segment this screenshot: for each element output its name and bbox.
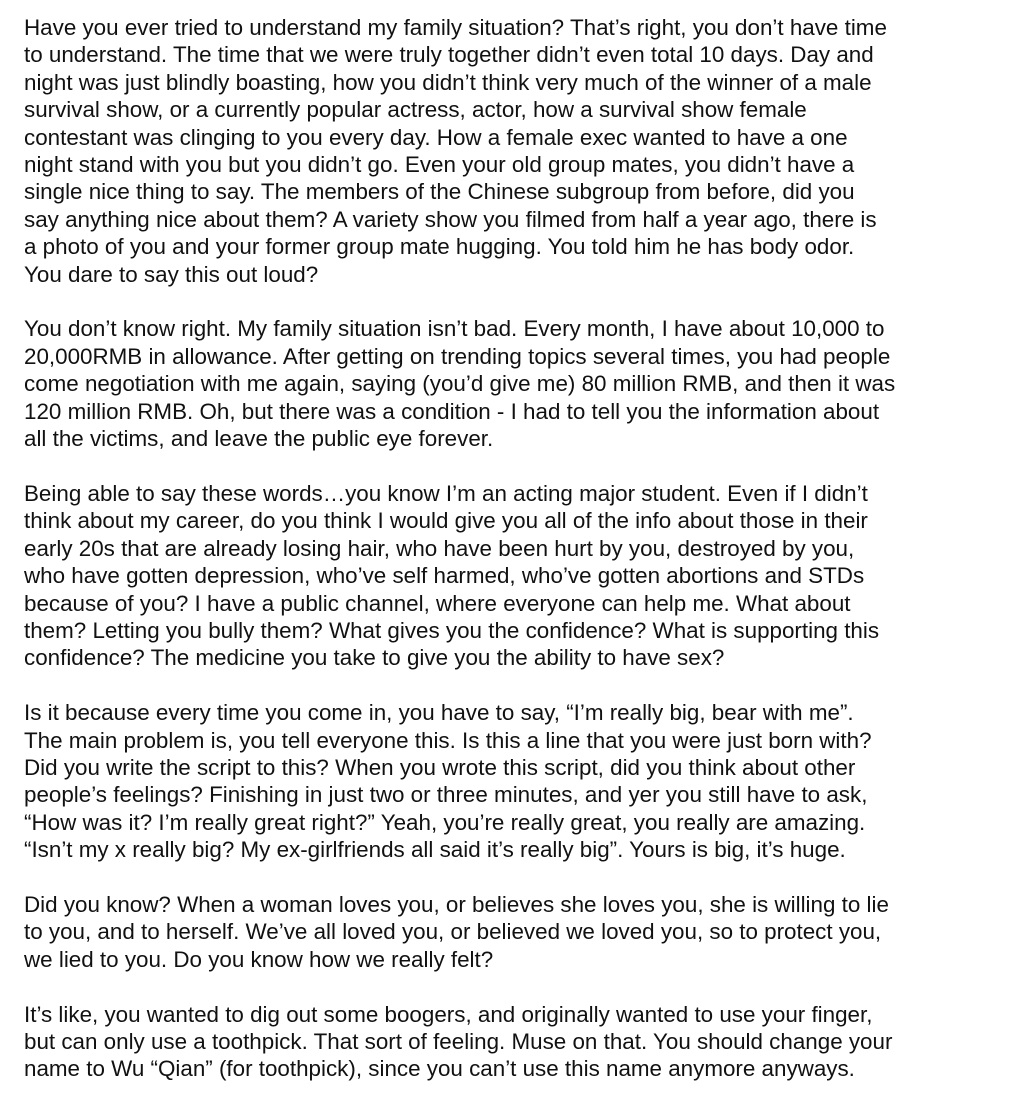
text-line: You don’t know right. My family situation isn’t bad. Every month, I have about 10,000 to [24,316,885,342]
text-line: early 20s that are already losing hair, who have been hurt by you, destroyed by you, [24,535,855,561]
paragraph-allowance [24,315,994,452]
text-line: people’s feelings? Finishing in just two or three minutes, and yer you still have to ask, [24,782,868,808]
text-line: “How was it? I’m really great right?” Yeah, you’re really great, you really are amazing. [24,809,866,835]
text-line: 20,000RMB in allowance. After getting on trending topics several times, you had people [24,343,891,369]
text-line: name to Wu “Qian” (for toothpick), since you can’t use this name anymore anyways. [24,1056,855,1082]
paragraph-family-situation [24,14,994,288]
text-line: Have you ever tried to understand my family situation? That’s right, you don’t have time [24,15,887,40]
text-line: but can only use a toothpick. That sort of feeling. Muse on that. You should change your [24,1028,893,1054]
text-line: a photo of you and your former group mate hugging. You told him he has body odor. [24,234,855,260]
text-line: Is it because every time you come in, you have to say, “I’m really big, bear with me”. [24,700,854,726]
text-line: think about my career, do you think I would give you all of the info about those in their [24,508,868,534]
text-line: Did you write the script to this? When you wrote this script, did you think about other [24,754,856,780]
text-line: Being able to say these words…you know I’m an acting major student. Even if I didn’t [24,480,868,506]
text-line: It’s like, you wanted to dig out some boogers, and originally wanted to use your finger, [24,1001,873,1027]
paragraph-toothpick [24,1001,994,1083]
text-line: single nice thing to say. The members of the Chinese subgroup from before, did you [24,179,855,205]
text-line: say anything nice about them? A variety show you filmed from half a year ago, there is [24,206,877,232]
text-line: “Isn’t my x really big? My ex-girlfriends all said it’s really big”. Yours is big, it’s huge. [24,837,846,863]
paragraph-acting-major [24,480,994,672]
text-line: confidence? The medicine you take to give you the ability to have sex? [24,645,725,671]
paragraph-woman-loves-you [24,891,994,973]
text-line: them? Letting you bully them? What gives you the confidence? What is supporting this [24,617,880,643]
text-line: survival show, or a currently popular actress, actor, how a survival show female [24,97,807,123]
text-line: who have gotten depression, who’ve self harmed, who’ve gotten abortions and STDs [24,563,865,589]
text-line: to understand. The time that we were truly together didn’t even total 10 days. Day and [24,42,874,68]
text-line: Did you know? When a woman loves you, or believes she loves you, she is willing to lie [24,891,889,917]
paragraph-script [24,699,994,863]
text-line: 120 million RMB. Oh, but there was a condition - I had to tell you the information about [24,398,880,424]
text-line: because of you? I have a public channel, where everyone can help me. What about [24,590,851,616]
text-line: night was just blindly boasting, how you didn’t think very much of the winner of a male [24,69,872,95]
text-line: all the victims, and leave the public eye forever. [24,426,494,452]
text-line: night stand with you but you didn’t go. Even your old group mates, you didn’t have a [24,152,855,178]
text-line: we lied to you. Do you know how we really felt? [24,946,494,972]
text-line: contestant was clinging to you every day. How a female exec wanted to have a one [24,124,848,150]
text-line: The main problem is, you tell everyone this. Is this a line that you were just born with? [24,727,872,753]
text-line: come negotiation with me again, saying (you’d give me) 80 million RMB, and then it was [24,371,896,397]
text-line: You dare to say this out loud? [24,261,319,287]
text-line: to you, and to herself. We’ve all loved you, or believed we loved you, so to protect you, [24,919,882,945]
